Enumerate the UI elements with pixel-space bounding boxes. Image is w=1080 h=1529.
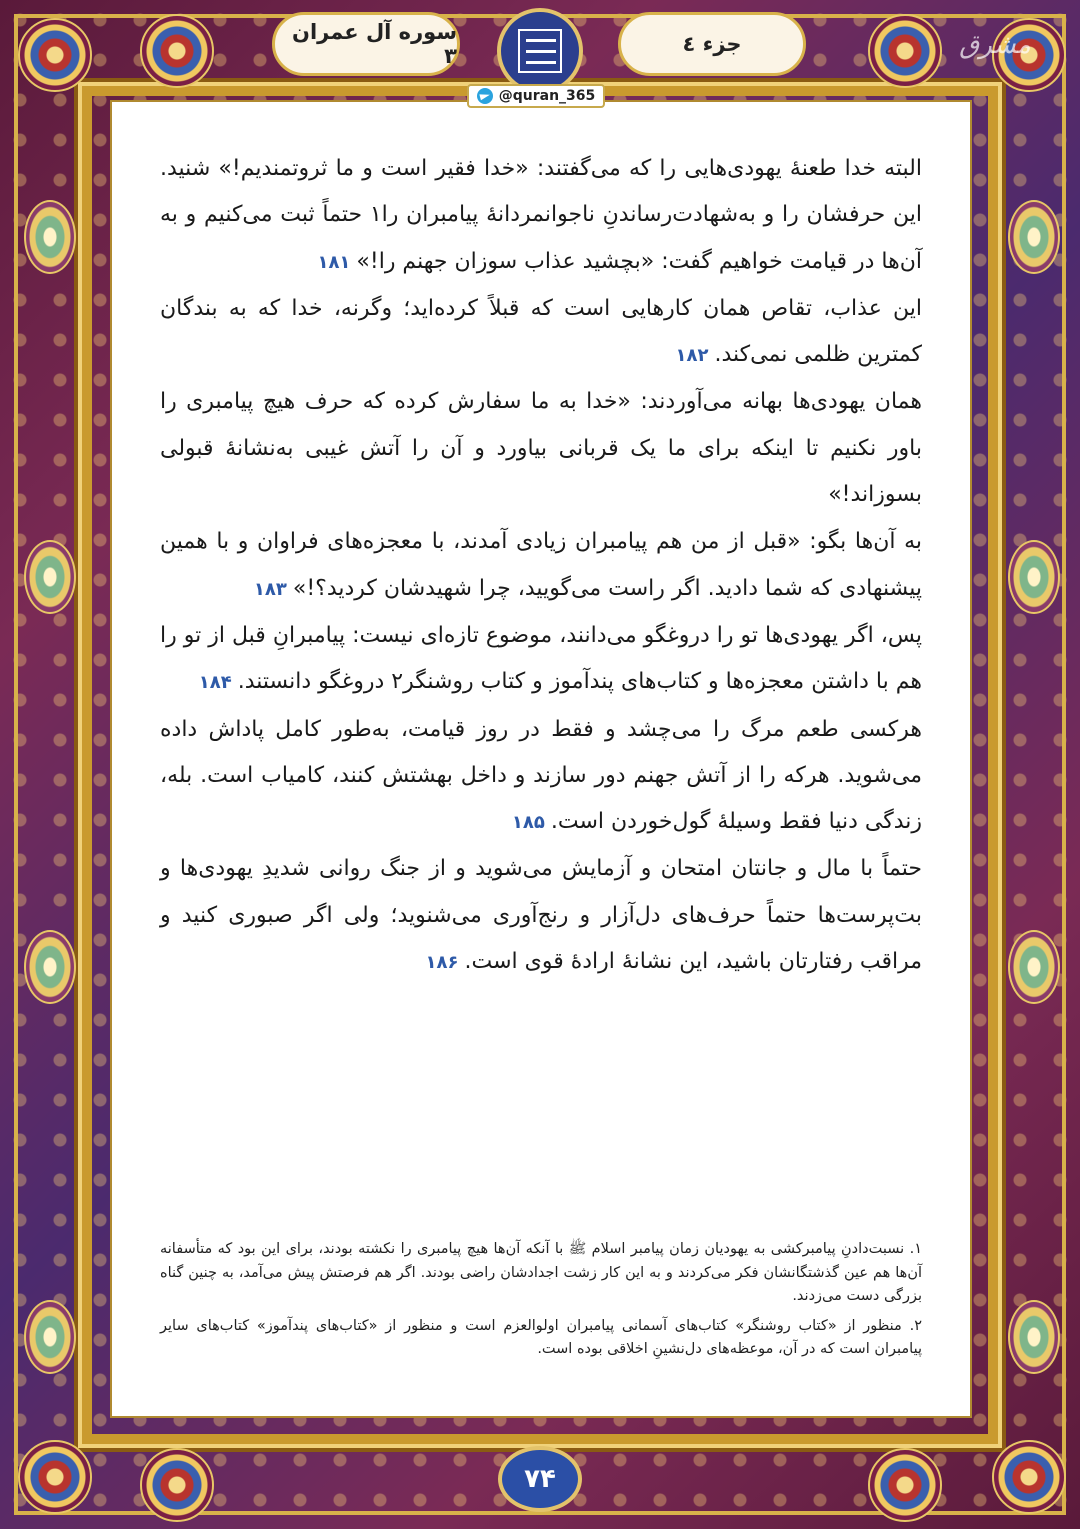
corner-ornament bbox=[992, 1440, 1066, 1514]
side-ornament bbox=[1008, 1300, 1060, 1374]
corner-ornament bbox=[868, 14, 942, 88]
telegram-icon bbox=[477, 88, 493, 104]
corner-ornament bbox=[868, 1448, 942, 1522]
side-ornament bbox=[24, 200, 76, 274]
corner-ornament bbox=[140, 1448, 214, 1522]
footnote: ۱. نسبت‌دادنِ پیامبرکشی به یهودیان زمان پیامبر اسلام ﷺ با آنکه آن‌ها هیچ پیامبری را نکشته بودند، برای این بود که متأسفانه آن‌ها هم عین گذشتگانشان فکر می‌کردند و به این کار زشت اجدادشان راضی بودند. اگر هم فرصتش پیش می‌آمد، به چنین گناه بزرگی دست می‌زدند. bbox=[160, 1241, 922, 1304]
verse-paragraph: همان یهودی‌ها بهانه می‌آوردند: «خدا به ما سفارش کرده که حرف هیچ پیامبری را باور نکنیم تا اینکه برای ما یک قربانی بیاورد و آن را آتش غیبی به‌نشانهٔ قبولی بسوزاند!» bbox=[160, 389, 922, 508]
watermark: مشرق bbox=[959, 30, 1031, 60]
corner-ornament bbox=[140, 14, 214, 88]
footnotes bbox=[160, 1238, 922, 1368]
channel-handle[interactable] bbox=[467, 84, 605, 108]
verse-number: ۱۸۲ bbox=[675, 345, 709, 367]
footnote: ۲. منظور از «کتاب روشنگر» کتاب‌های آسمانی پیامبران اولوالعزم است و منظور از «کتاب‌های پندآموز» کتاب‌های سایر پیامبران است که در آن، موعظه‌های دل‌نشینِ اخلاقی بوده است. bbox=[160, 1317, 922, 1357]
side-ornament bbox=[1008, 930, 1060, 1004]
verse-paragraph: البته خدا طعنهٔ یهودی‌هایی را که می‌گفتند: «خدا فقیر است و ما ثروتمندیم!» شنید. این حرفشان را و به‌شهادت‌رساندنِ ناجوانمردانهٔ پیامبران را۱ حتماً ثبت می‌کنیم و به آن‌ها در قیامت خواهیم گفت: «بچشید عذاب سوزان جهنم را!»۱۸۱ bbox=[160, 156, 923, 274]
page-number: ۷۴ bbox=[498, 1446, 582, 1512]
side-ornament bbox=[24, 1300, 76, 1374]
corner-ornament bbox=[18, 1440, 92, 1514]
side-ornament bbox=[24, 540, 76, 614]
verse-text bbox=[160, 146, 922, 986]
handle-text: @quran_365 bbox=[498, 88, 596, 104]
verse-paragraph: حتماً با مال و جانتان امتحان و آزمایش می‌شوید و از جنگ روانی شدیدِ یهودی‌ها و بت‌پرست‌ها حتماً حرف‌های دل‌آزار و رنج‌آوری می‌شنوید؛ ولی اگر صبوری کنید و مراقب رفتارتان باشید، این نشانهٔ ارادهٔ قوی است.۱۸۶ bbox=[160, 856, 922, 975]
side-ornament bbox=[1008, 540, 1060, 614]
verse-paragraph: هرکسی طعم مرگ را می‌چشد و فقط در روز قیامت، به‌طور کامل پاداش داده می‌شوید. هرکه را از آتش جهنم دور سازند و داخل بهشتش کنند، کامیاب است. بله، زندگی دنیا فقط وسیلهٔ گول‌خوردن است.۱۸۵ bbox=[160, 716, 922, 835]
verse-number: ۱۸۳ bbox=[253, 578, 287, 600]
side-ornament bbox=[24, 930, 76, 1004]
corner-ornament bbox=[18, 18, 92, 92]
verse-number: ۱۸۴ bbox=[198, 672, 232, 694]
verse-number: ۱۸۵ bbox=[511, 812, 545, 834]
juz-label: جزء ٤ bbox=[618, 12, 806, 76]
seal-icon bbox=[497, 8, 583, 94]
verse-paragraph: پس، اگر یهودی‌ها تو را دروغگو می‌دانند، موضوع تازه‌ای نیست: پیامبرانِ قبل از تو را هم با داشتن معجزه‌ها و کتاب‌های پندآموز و کتاب روشنگر۲ دروغگو دانستند.۱۸۴ bbox=[160, 622, 922, 695]
surah-title: سوره آل عمران ۳ bbox=[272, 12, 460, 76]
verse-paragraph: این عذاب، تقاص همان کارهایی است که قبلاً کرده‌اید؛ وگرنه، خدا که به بندگان کمترین ظلمی نمی‌کند.۱۸۲ bbox=[160, 295, 922, 368]
verse-paragraph: به آن‌ها بگو: «قبل از من هم پیامبران زیادی آمدند، با معجزه‌های فراوان و با همین پیشنهادی که شما دادید. اگر راست می‌گویید، چرا شهیدشان کردید؟!»۱۸۳ bbox=[160, 529, 922, 601]
side-ornament bbox=[1008, 200, 1060, 274]
verse-number: ۱۸۶ bbox=[425, 952, 459, 974]
verse-number: ۱۸۱ bbox=[317, 251, 351, 273]
